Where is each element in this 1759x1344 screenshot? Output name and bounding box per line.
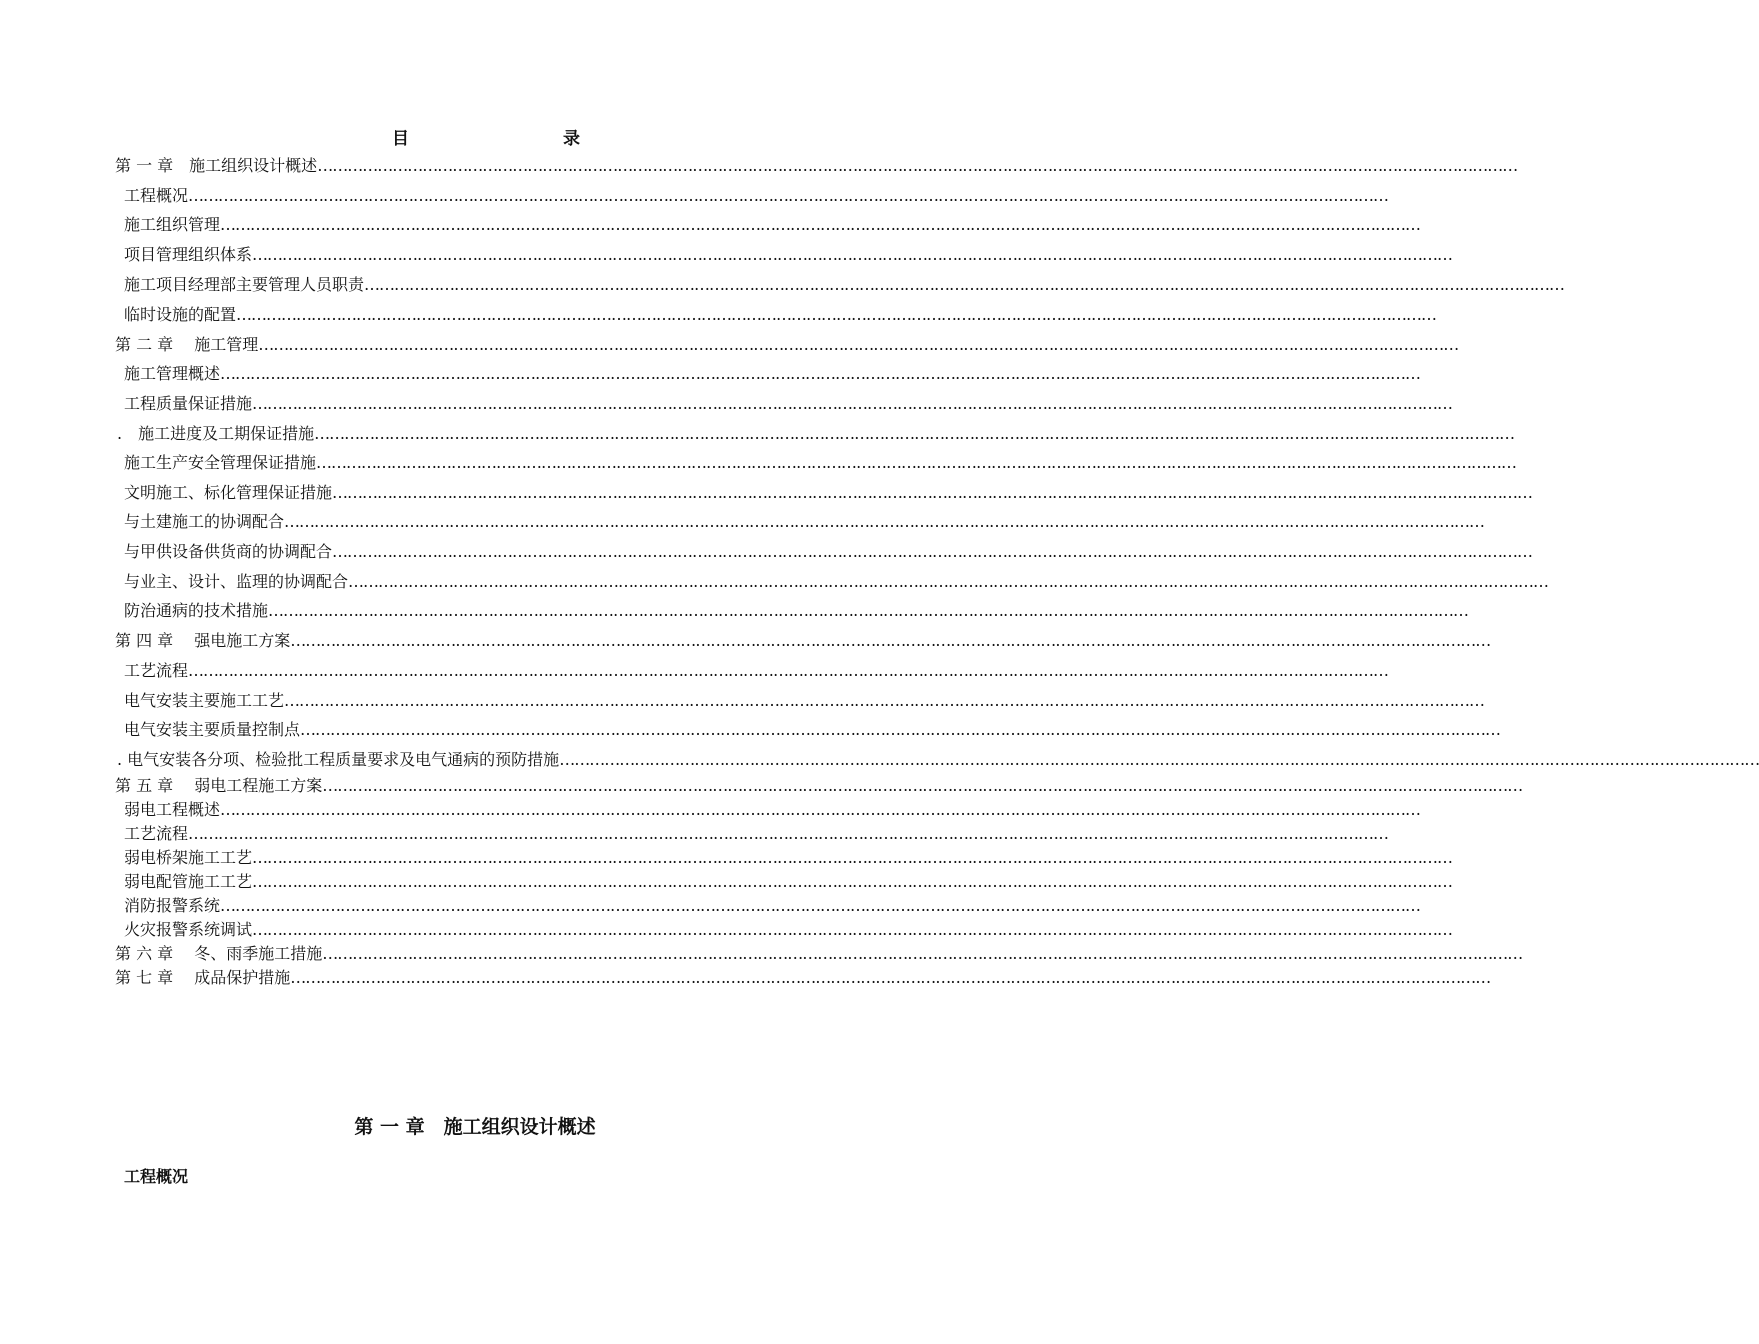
dot-leader: ……………………………………………………………………………………………………………………………………………………………………………………………………………………: [290, 968, 1491, 987]
toc-entry-label: 弱电工程概述: [124, 800, 221, 819]
toc-entry-label: 工程概况: [124, 186, 189, 205]
toc-entry-label: 工艺流程: [124, 824, 189, 843]
toc-entry: [124, 661, 1389, 681]
dot-leader: ……………………………………………………………………………………………………………………………………………………………………………………………………………………: [188, 661, 1389, 680]
dot-leader: ……………………………………………………………………………………………………………………………………………………………………………………………………………………: [348, 572, 1549, 591]
toc-entry-label: 施工组织管理: [124, 215, 221, 234]
toc-entry: [124, 542, 1533, 562]
toc-entry: [124, 572, 1549, 592]
toc-entry: [124, 186, 1389, 206]
dot-leader: ……………………………………………………………………………………………………………………………………………………………………………………………………………………: [252, 245, 1453, 264]
toc-entry: [124, 720, 1501, 740]
toc-title: [0, 124, 950, 148]
toc-entry-label: 项目管理组织体系: [124, 245, 253, 264]
toc-entry-label: 第 五 章 弱电工程施工方案: [115, 776, 323, 795]
toc-entry: [124, 512, 1485, 532]
toc-entry-label: 第 二 章 施工管理: [115, 335, 259, 354]
dot-leader: ……………………………………………………………………………………………………………………………………………………………………………………………………………………: [268, 601, 1469, 620]
dot-leader: ……………………………………………………………………………………………………………………………………………………………………………………………………………………: [284, 691, 1485, 710]
toc-entry-label: 电气安装主要质量控制点: [124, 720, 301, 739]
dot-leader: ……………………………………………………………………………………………………………………………………………………………………………………………………………………: [252, 848, 1453, 867]
chapter-heading: 第 一 章 施工组织设计概述: [354, 1116, 596, 1138]
dot-leader: ……………………………………………………………………………………………………………………………………………………………………………………………………………………: [252, 394, 1453, 413]
toc-entry: [124, 245, 1453, 265]
toc-entry-label: 第 四 章 强电施工方案: [115, 631, 291, 650]
dot-leader: ……………………………………………………………………………………………………………………………………………………………………………………………………………………: [220, 800, 1421, 819]
toc-entry-label: 弱电配管施工工艺: [124, 872, 253, 891]
dot-leader: ……………………………………………………………………………………………………………………………………………………………………………………………………………………: [220, 215, 1421, 234]
toc-entry-label: 电气安装主要施工工艺: [124, 691, 285, 710]
toc-entry: [124, 394, 1453, 414]
toc-entry: [115, 776, 1523, 796]
section-heading: 工程概况: [124, 1167, 189, 1186]
dot-leader: ……………………………………………………………………………………………………………………………………………………………………………………………………………………: [300, 720, 1501, 739]
toc-entry: [124, 872, 1453, 892]
dot-leader: ……………………………………………………………………………………………………………………………………………………………………………………………………………………: [316, 453, 1517, 472]
toc-title-right: 录: [563, 129, 580, 149]
toc-entry: [124, 848, 1453, 868]
toc-entry-label: 文明施工、标化管理保证措施: [124, 483, 333, 502]
dot-leader: ……………………………………………………………………………………………………………………………………………………………………………………………………………………: [252, 872, 1453, 891]
toc-entry-label: 施工生产安全管理保证措施: [124, 453, 317, 472]
toc-entry-label: 弱电桥架施工工艺: [124, 848, 253, 867]
toc-entry: [115, 944, 1523, 964]
toc-entry: [124, 691, 1485, 711]
toc-entry: [124, 275, 1565, 295]
toc-entry-label: . 电气安装各分项、检验批工程质量要求及电气通病的预防措施: [117, 750, 560, 769]
toc-entry-label: 与业主、设计、监理的协调配合: [124, 572, 349, 591]
dot-leader: ……………………………………………………………………………………………………………………………………………………………………………………………………………………: [317, 156, 1518, 175]
toc-entry: [115, 335, 1459, 355]
toc-entry: [115, 631, 1491, 651]
dot-leader: ……………………………………………………………………………………………………………………………………………………………………………………………………………………: [258, 335, 1459, 354]
toc-entry-label: 第 六 章 冬、雨季施工措施: [115, 944, 323, 963]
toc-entry: [115, 968, 1491, 988]
dot-leader: ……………………………………………………………………………………………………………………………………………………………………………………………………………………: [188, 824, 1389, 843]
toc-entry: [124, 483, 1533, 503]
toc-entry-label: 施工管理概述: [124, 364, 221, 383]
toc-entry: [124, 896, 1421, 916]
toc-entry-label: 与土建施工的协调配合: [124, 512, 285, 531]
toc-entry: [117, 424, 1515, 444]
toc-entry-label: . 施工进度及工期保证措施: [117, 424, 315, 443]
toc-entry: [115, 156, 1518, 176]
dot-leader: ……………………………………………………………………………………………………………………………………………………………………………………………………………………: [559, 750, 1759, 769]
toc-entry: [124, 920, 1453, 940]
toc-entry-label: 施工项目经理部主要管理人员职责: [124, 275, 365, 294]
toc-entry-label: 临时设施的配置: [124, 305, 237, 324]
toc-entry: [124, 800, 1421, 820]
toc-entry-label: 与甲供设备供货商的协调配合: [124, 542, 333, 561]
dot-leader: ……………………………………………………………………………………………………………………………………………………………………………………………………………………: [220, 896, 1421, 915]
toc-entry: [124, 364, 1421, 384]
dot-leader: ……………………………………………………………………………………………………………………………………………………………………………………………………………………: [284, 512, 1485, 531]
dot-leader: ……………………………………………………………………………………………………………………………………………………………………………………………………………………: [322, 944, 1523, 963]
toc-entry-label: 火灾报警系统调试: [124, 920, 253, 939]
toc-entry: [124, 215, 1421, 235]
dot-leader: ……………………………………………………………………………………………………………………………………………………………………………………………………………………: [220, 364, 1421, 383]
dot-leader: ……………………………………………………………………………………………………………………………………………………………………………………………………………………: [364, 275, 1565, 294]
toc-entry: [117, 750, 1759, 770]
toc-entry: [124, 601, 1469, 621]
toc-entry-label: 工艺流程: [124, 661, 189, 680]
toc-entry-label: 第 一 章 施工组织设计概述: [115, 156, 318, 175]
toc-entry-label: 消防报警系统: [124, 896, 221, 915]
toc-entry: [124, 824, 1389, 844]
dot-leader: ……………………………………………………………………………………………………………………………………………………………………………………………………………………: [322, 776, 1523, 795]
dot-leader: ……………………………………………………………………………………………………………………………………………………………………………………………………………………: [332, 542, 1533, 561]
dot-leader: ……………………………………………………………………………………………………………………………………………………………………………………………………………………: [236, 305, 1437, 324]
toc-entry-label: 第 七 章 成品保护措施: [115, 968, 291, 987]
toc-entry: [124, 453, 1517, 473]
dot-leader: ……………………………………………………………………………………………………………………………………………………………………………………………………………………: [252, 920, 1453, 939]
toc-title-left: 目: [392, 129, 409, 149]
toc-entry-label: 防治通病的技术措施: [124, 601, 269, 620]
dot-leader: ……………………………………………………………………………………………………………………………………………………………………………………………………………………: [188, 186, 1389, 205]
dot-leader: ……………………………………………………………………………………………………………………………………………………………………………………………………………………: [290, 631, 1491, 650]
toc-entry: [124, 305, 1437, 325]
toc-entry-label: 工程质量保证措施: [124, 394, 253, 413]
dot-leader: ……………………………………………………………………………………………………………………………………………………………………………………………………………………: [314, 424, 1515, 443]
dot-leader: ……………………………………………………………………………………………………………………………………………………………………………………………………………………: [332, 483, 1533, 502]
